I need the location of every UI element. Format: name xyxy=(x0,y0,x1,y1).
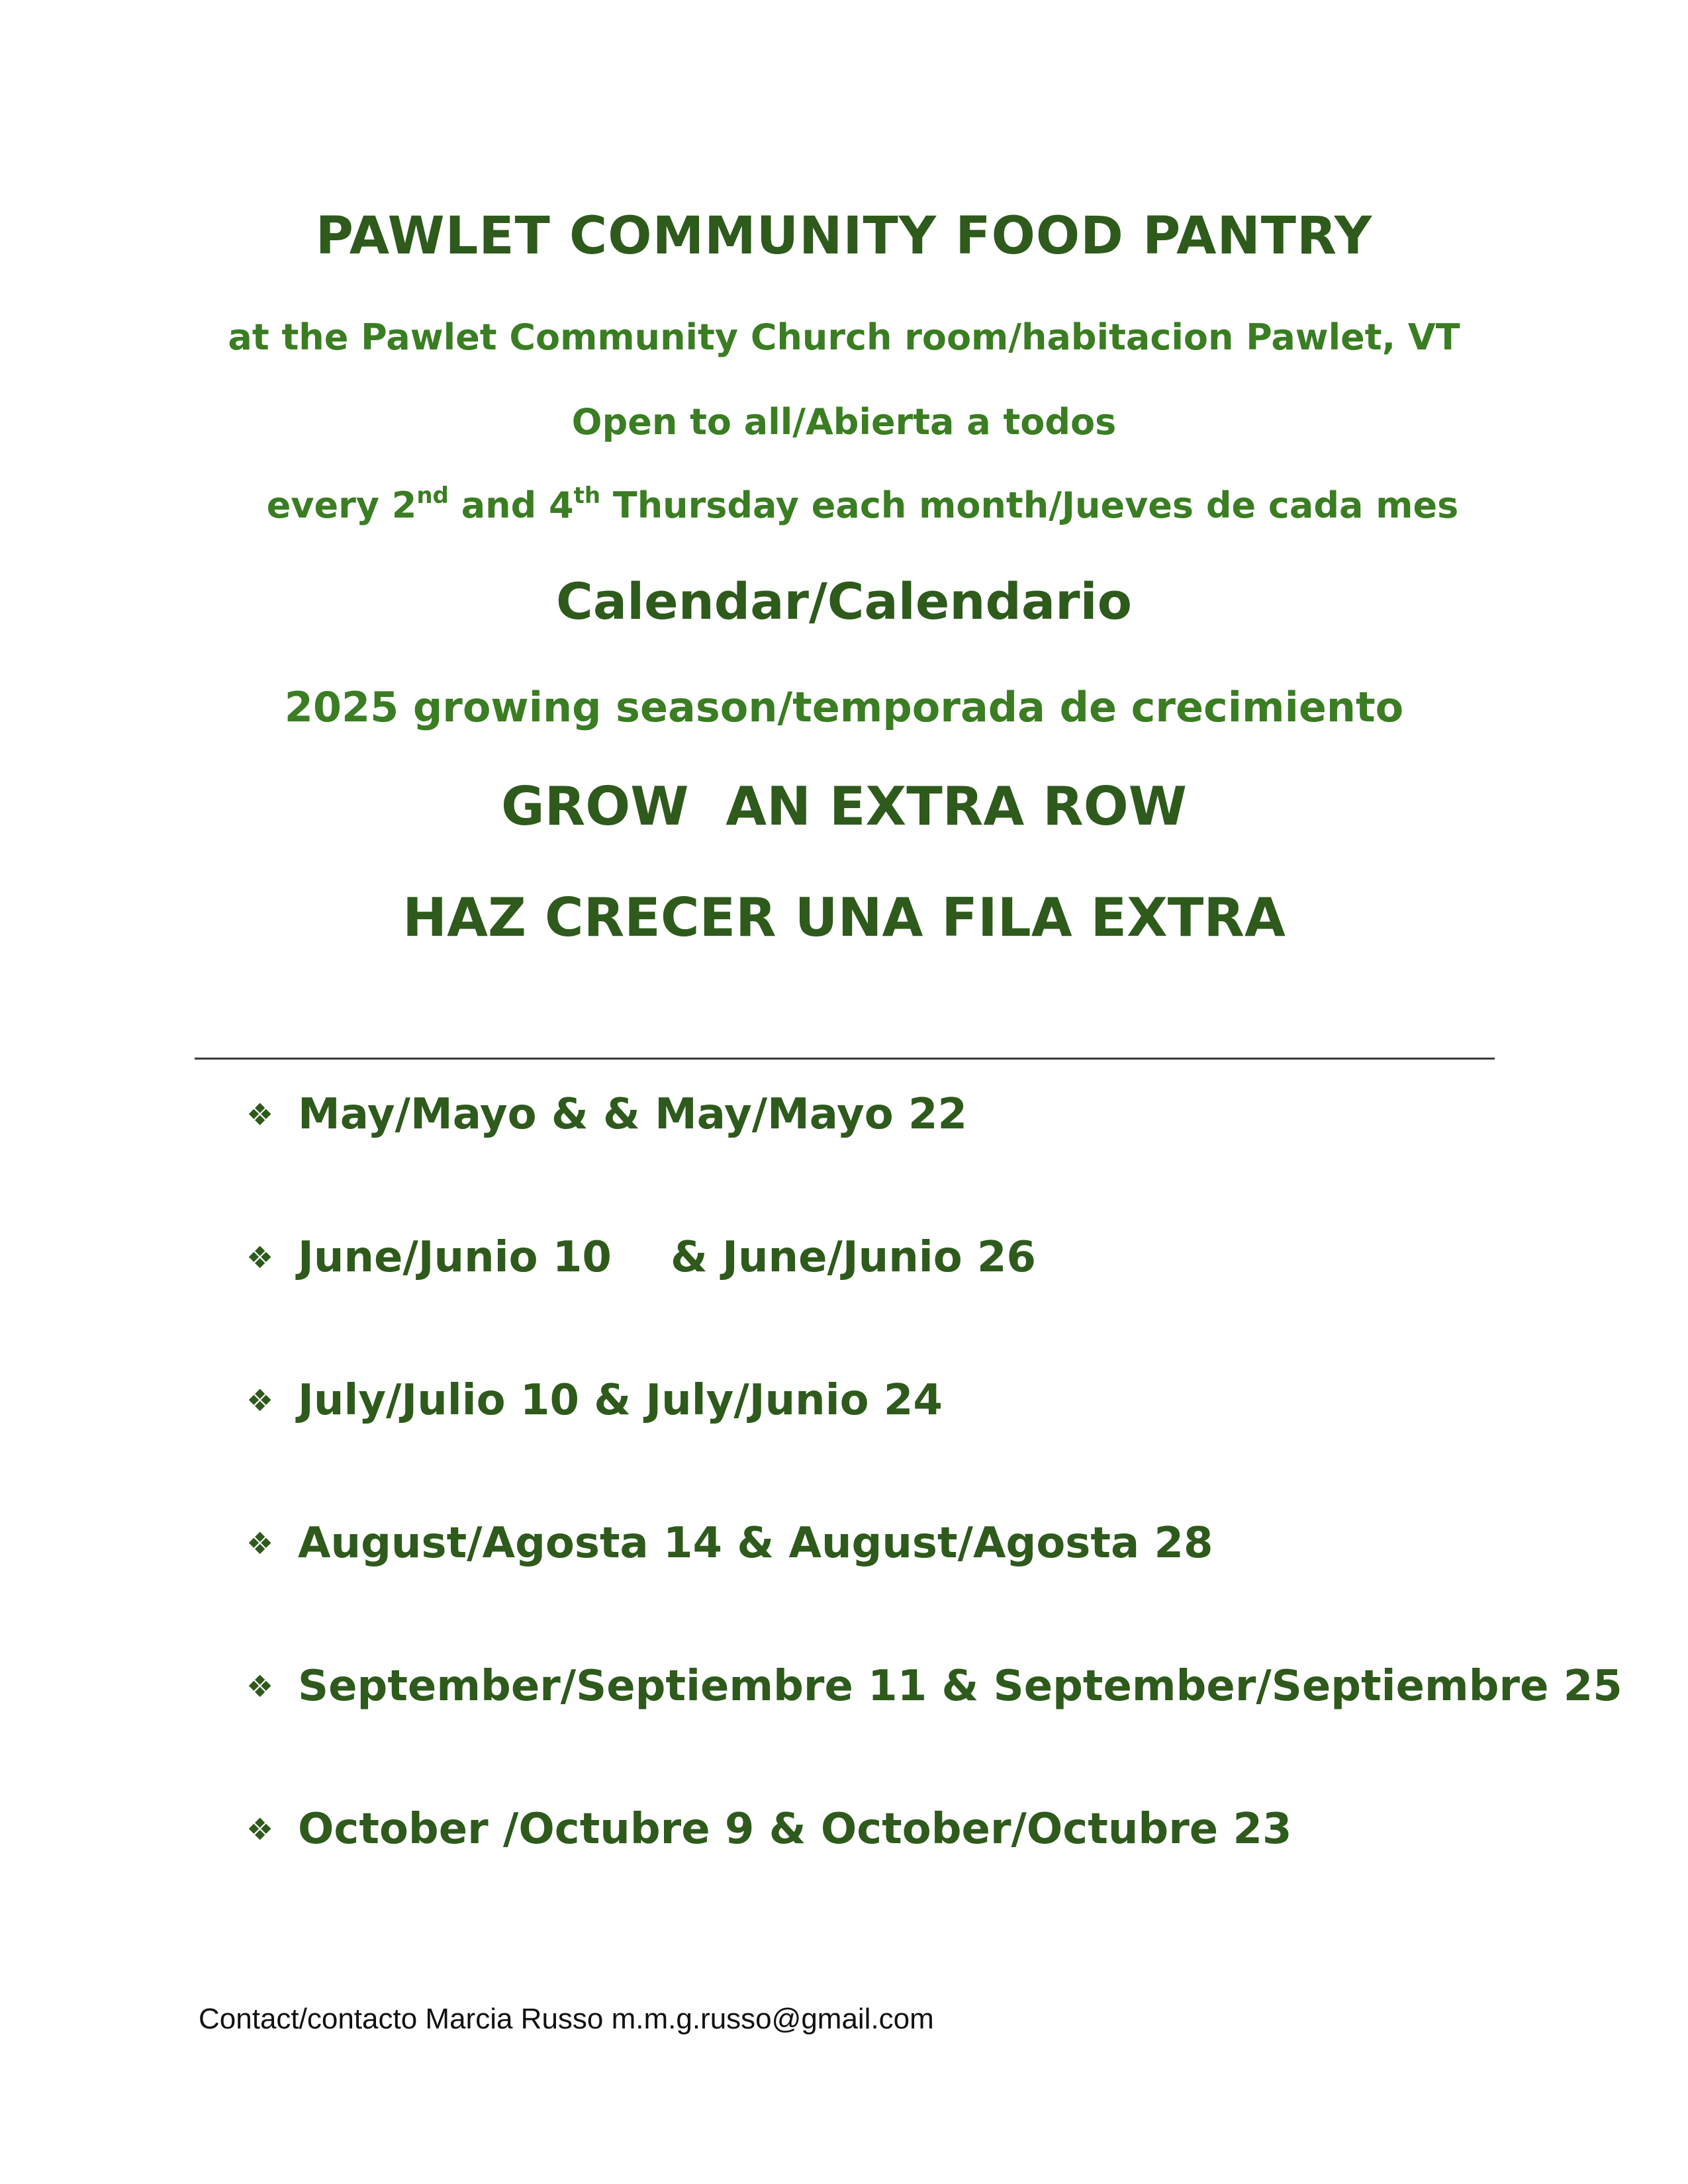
date-text: May/Mayo & & May/Mayo 22 xyxy=(298,1090,967,1139)
date-list xyxy=(246,1084,1622,1942)
slogan-english: GROW AN EXTRA ROW xyxy=(500,776,1188,837)
location-line: at the Pawlet Community Church room/habitacion Pawlet, VT xyxy=(228,316,1460,358)
open-to-line: Open to all/Abierta a todos xyxy=(571,401,1117,443)
date-text: June/Junio 10 & June/Junio 26 xyxy=(298,1233,1037,1282)
schedule-line xyxy=(19,484,1688,526)
date-item-august xyxy=(246,1513,1622,1656)
schedule-part-3: Thursday each month/Jueves de cada mes xyxy=(600,484,1459,526)
diamond-bullet-icon: ❖ xyxy=(246,1525,274,1561)
date-text: July/Julio 10 & July/Junio 24 xyxy=(298,1376,943,1425)
schedule-sup-1: nd xyxy=(416,482,449,509)
diamond-bullet-icon: ❖ xyxy=(246,1811,274,1847)
schedule-sup-2: th xyxy=(573,482,601,509)
slogan-spanish: HAZ CRECER UNA FILA EXTRA xyxy=(402,887,1286,948)
date-text: October /Octubre 9 & October/Octubre 23 xyxy=(298,1805,1292,1854)
horizontal-divider xyxy=(195,1058,1495,1060)
season-line: 2025 growing season/temporada de crecimiento xyxy=(284,683,1404,731)
diamond-bullet-icon: ❖ xyxy=(246,1668,274,1704)
diamond-bullet-icon: ❖ xyxy=(246,1097,274,1132)
date-item-september xyxy=(246,1656,1622,1799)
pantry-title: PAWLET COMMUNITY FOOD PANTRY xyxy=(315,206,1373,266)
calendar-heading: Calendar/Calendario xyxy=(556,572,1132,631)
date-text: September/Septiembre 11 & September/Septiembre 25 xyxy=(298,1662,1622,1711)
date-text: August/Agosta 14 & August/Agosta 28 xyxy=(298,1519,1213,1568)
date-item-july xyxy=(246,1370,1622,1513)
contact-line: Contact/contacto Marcia Russo m.m.g.russo@gmail.com xyxy=(199,2003,934,2035)
schedule-part-1: every 2 xyxy=(266,484,417,526)
date-item-june xyxy=(246,1227,1622,1370)
schedule-part-2: and 4 xyxy=(448,484,574,526)
diamond-bullet-icon: ❖ xyxy=(246,1383,274,1418)
date-item-may xyxy=(246,1084,1622,1227)
diamond-bullet-icon: ❖ xyxy=(246,1240,274,1275)
date-item-october xyxy=(246,1799,1622,1942)
